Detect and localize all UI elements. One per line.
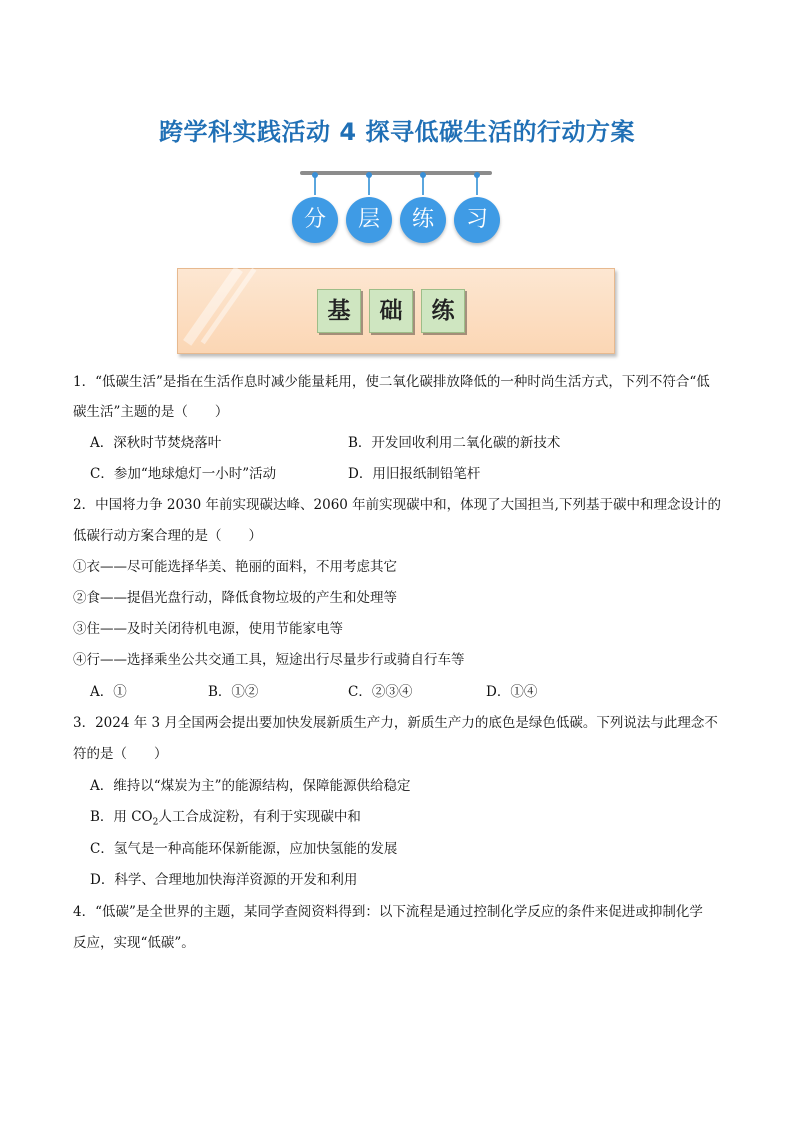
q1-stem-line1: 1．“低碳生活”是指在生活作息时减少能量耗用，使二氧化碳排放降低的一种时尚生活方式，下列不符合“低	[73, 374, 710, 390]
q1-option-d: D．用旧报纸制铅笔杆	[348, 466, 481, 482]
q2-option-c: C．②③④	[348, 684, 413, 700]
q2-stem-line1: 2．中国将力争 2030 年前实现碳达峰、2060 年前实现碳中和，体现了大国担当,下列基于碳中和理念设计的	[73, 497, 721, 513]
q3-option-b-suffix: 人工合成淀粉，有利于实现碳中和	[158, 809, 361, 825]
q2-option-b: B．①②	[208, 684, 259, 700]
rail-dot	[474, 172, 480, 178]
header-circle-fen: 分	[292, 197, 338, 243]
header-rail	[300, 171, 492, 175]
rail-dot	[366, 172, 372, 178]
header-circle-ceng: 层	[346, 197, 392, 243]
page-title: 跨学科实践活动 4 探寻低碳生活的行动方案	[159, 118, 635, 146]
q2-stem-line2: 低碳行动方案合理的是（ ）	[73, 528, 262, 544]
q2-option-d: D．①④	[486, 684, 538, 700]
q2-item-1: ①衣——尽可能选择华美、艳丽的面料，不用考虑其它	[73, 559, 397, 575]
q3-option-a: A．维持以“煤炭为主”的能源结构，保障能源供给稳定	[90, 778, 411, 794]
q3-option-d: D．科学、合理地加快海洋资源的开发和利用	[90, 872, 358, 888]
q2-item-2: ②食——提倡光盘行动，降低食物垃圾的产生和处理等	[73, 590, 397, 606]
q4-stem-line2: 反应，实现“低碳”。	[73, 935, 195, 951]
banner-tile-lian: 练	[421, 289, 465, 333]
q1-stem-line2: 碳生活”主题的是（ ）	[73, 404, 229, 420]
q1-option-a: A．深秋时节焚烧落叶	[90, 435, 222, 451]
q4-stem-line1: 4．“低碳”是全世界的主题，某同学查阅资料得到：以下流程是通过控制化学反应的条件来促进或抑制化学	[73, 904, 703, 920]
q3-stem-line1: 3．2024 年 3 月全国两会提出要加快发展新质生产力，新质生产力的底色是绿色低碳。下列说法与此理念不	[73, 715, 718, 731]
q2-option-a: A．①	[90, 684, 127, 700]
q3-option-b-prefix: B．用 CO	[90, 809, 153, 825]
rail-dot	[312, 172, 318, 178]
q1-option-b: B．开发回收利用二氧化碳的新技术	[348, 435, 561, 451]
banner-tile-ji: 基	[317, 289, 361, 333]
q3-option-b	[90, 808, 361, 832]
header-circle-lian: 练	[400, 197, 446, 243]
q2-item-4: ④行——选择乘坐公共交通工具，短途出行尽量步行或骑自行车等	[73, 652, 465, 668]
rail-dot	[420, 172, 426, 178]
co2-subscript: 2	[152, 817, 159, 828]
header-circle-xi: 习	[454, 197, 500, 243]
q3-stem-line2: 符的是（ ）	[73, 746, 168, 762]
q1-option-c: C．参加“地球熄灯一小时”活动	[90, 466, 277, 482]
banner-stripe	[183, 266, 243, 345]
banner-tile-chu: 础	[369, 289, 413, 333]
q3-option-c: C．氢气是一种高能环保新能源，应加快氢能的发展	[90, 841, 398, 857]
q2-item-3: ③住——及时关闭待机电源，使用节能家电等	[73, 621, 343, 637]
